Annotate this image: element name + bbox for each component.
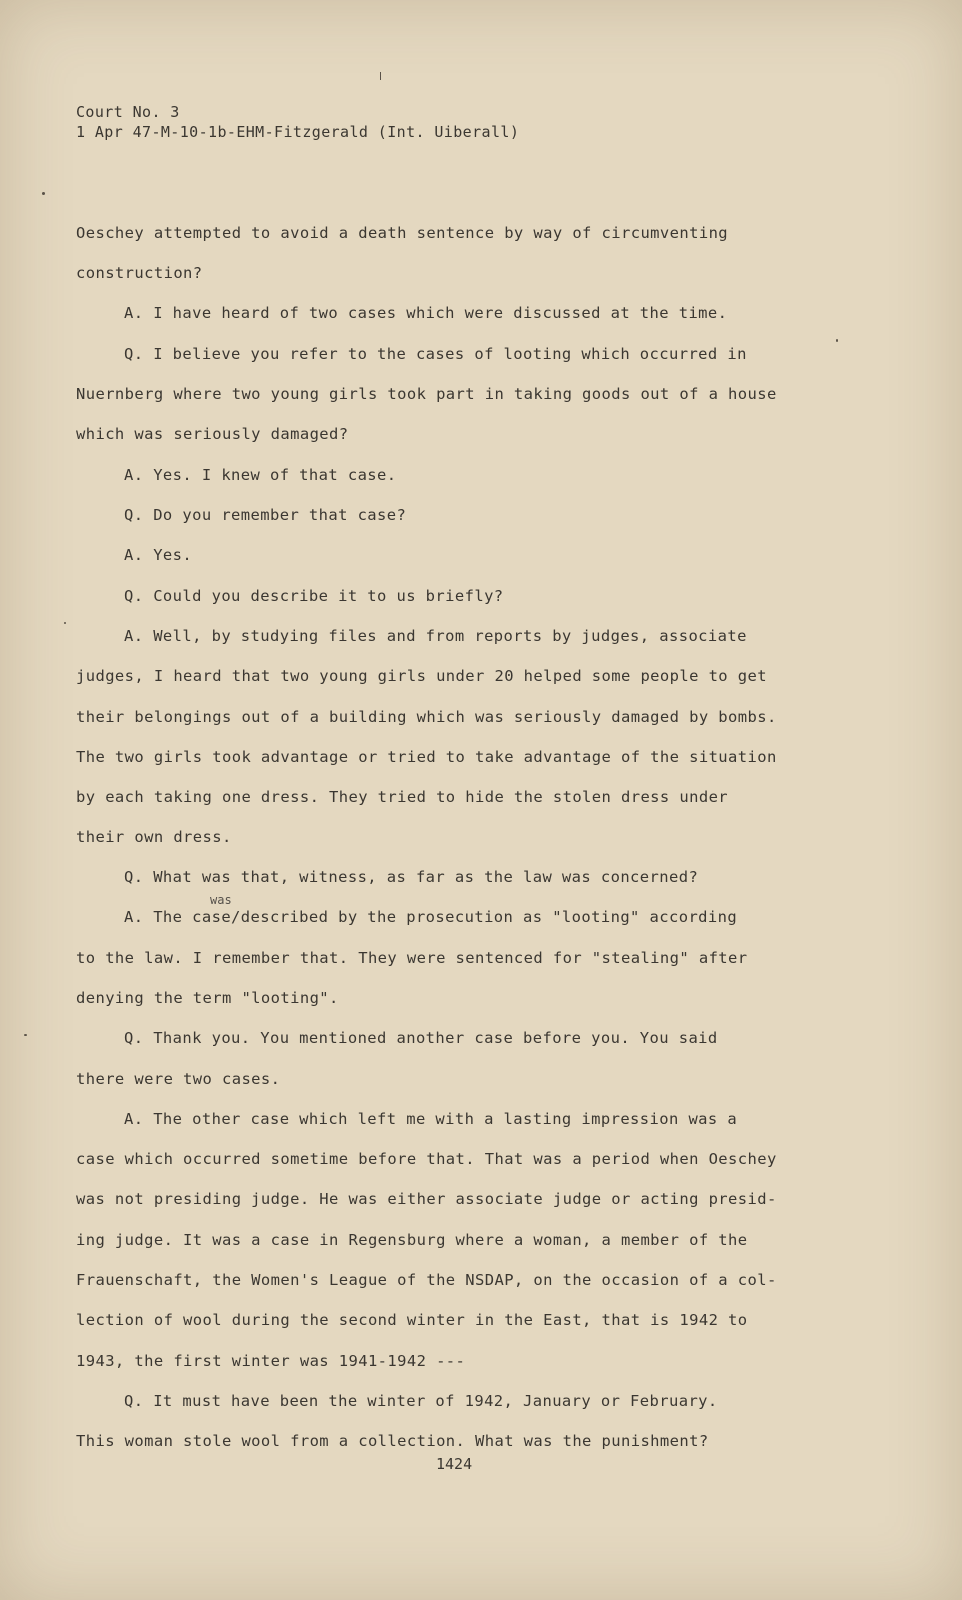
body-line: was not presiding judge. He was either associate judge or acting presid- (76, 1190, 777, 1208)
body-line: by each taking one dress. They tried to hide the stolen dress under (76, 788, 729, 806)
body-line: to the law. I remember that. They were sentenced for "stealing" after (76, 949, 748, 967)
body-line: This woman stole wool from a collection. What was the punishment? (76, 1432, 709, 1450)
body-line: Nuernberg where two young girls took part in taking goods out of a house (76, 385, 777, 403)
body-line: judges, I heard that two young girls under 20 helped some people to get (76, 667, 767, 685)
page-number: 1424 (436, 1455, 473, 1473)
header-session-reference: 1 Apr 47-M-10-1b-EHM-Fitzgerald (Int. Uiberall) (76, 123, 520, 141)
body-line: their belongings out of a building which was seriously damaged by bombs. (76, 708, 777, 726)
paper-speck (64, 622, 66, 624)
answer-line: A. Well, by studying files and from reports by judges, associate (124, 627, 747, 645)
answer-line: A. The case/described by the prosecution as "looting" according (124, 908, 738, 926)
question-line: Q. I believe you refer to the cases of looting which occurred in (124, 345, 747, 363)
paper-speck (24, 1034, 27, 1036)
question-line: Q. Thank you. You mentioned another case before you. You said (124, 1029, 718, 1047)
paper-speck (380, 72, 381, 80)
handwritten-insertion: was (210, 893, 232, 907)
body-line: lection of wool during the second winter in the East, that is 1942 to (76, 1311, 748, 1329)
body-line: which was seriously damaged? (76, 425, 349, 443)
answer-line: A. Yes. (124, 546, 193, 564)
answer-line: A. I have heard of two cases which were discussed at the time. (124, 304, 728, 322)
body-line: denying the term "looting". (76, 989, 339, 1007)
question-line: Q. Could you describe it to us briefly? (124, 587, 504, 605)
answer-line: A. Yes. I knew of that case. (124, 466, 397, 484)
body-line: case which occurred sometime before that. That was a period when Oeschey (76, 1150, 777, 1168)
paper-speck (836, 339, 838, 342)
body-line: The two girls took advantage or tried to take advantage of the situation (76, 748, 777, 766)
answer-line: A. The other case which left me with a lasting impression was a (124, 1110, 738, 1128)
body-line: construction? (76, 264, 203, 282)
body-line: there were two cases. (76, 1070, 281, 1088)
paper-speck (42, 192, 45, 195)
question-line: Q. Do you remember that case? (124, 506, 407, 524)
question-line: Q. What was that, witness, as far as the law was concerned? (124, 868, 699, 886)
header-court-number: Court No. 3 (76, 103, 180, 121)
question-line: Q. It must have been the winter of 1942, January or February. (124, 1392, 718, 1410)
body-line: Oeschey attempted to avoid a death sentence by way of circumventing (76, 224, 729, 242)
body-line: Frauenschaft, the Women's League of the NSDAP, on the occasion of a col- (76, 1271, 777, 1289)
body-line: 1943, the first winter was 1941-1942 --- (76, 1352, 466, 1370)
body-line: ing judge. It was a case in Regensburg where a woman, a member of the (76, 1231, 748, 1249)
body-line: their own dress. (76, 828, 232, 846)
